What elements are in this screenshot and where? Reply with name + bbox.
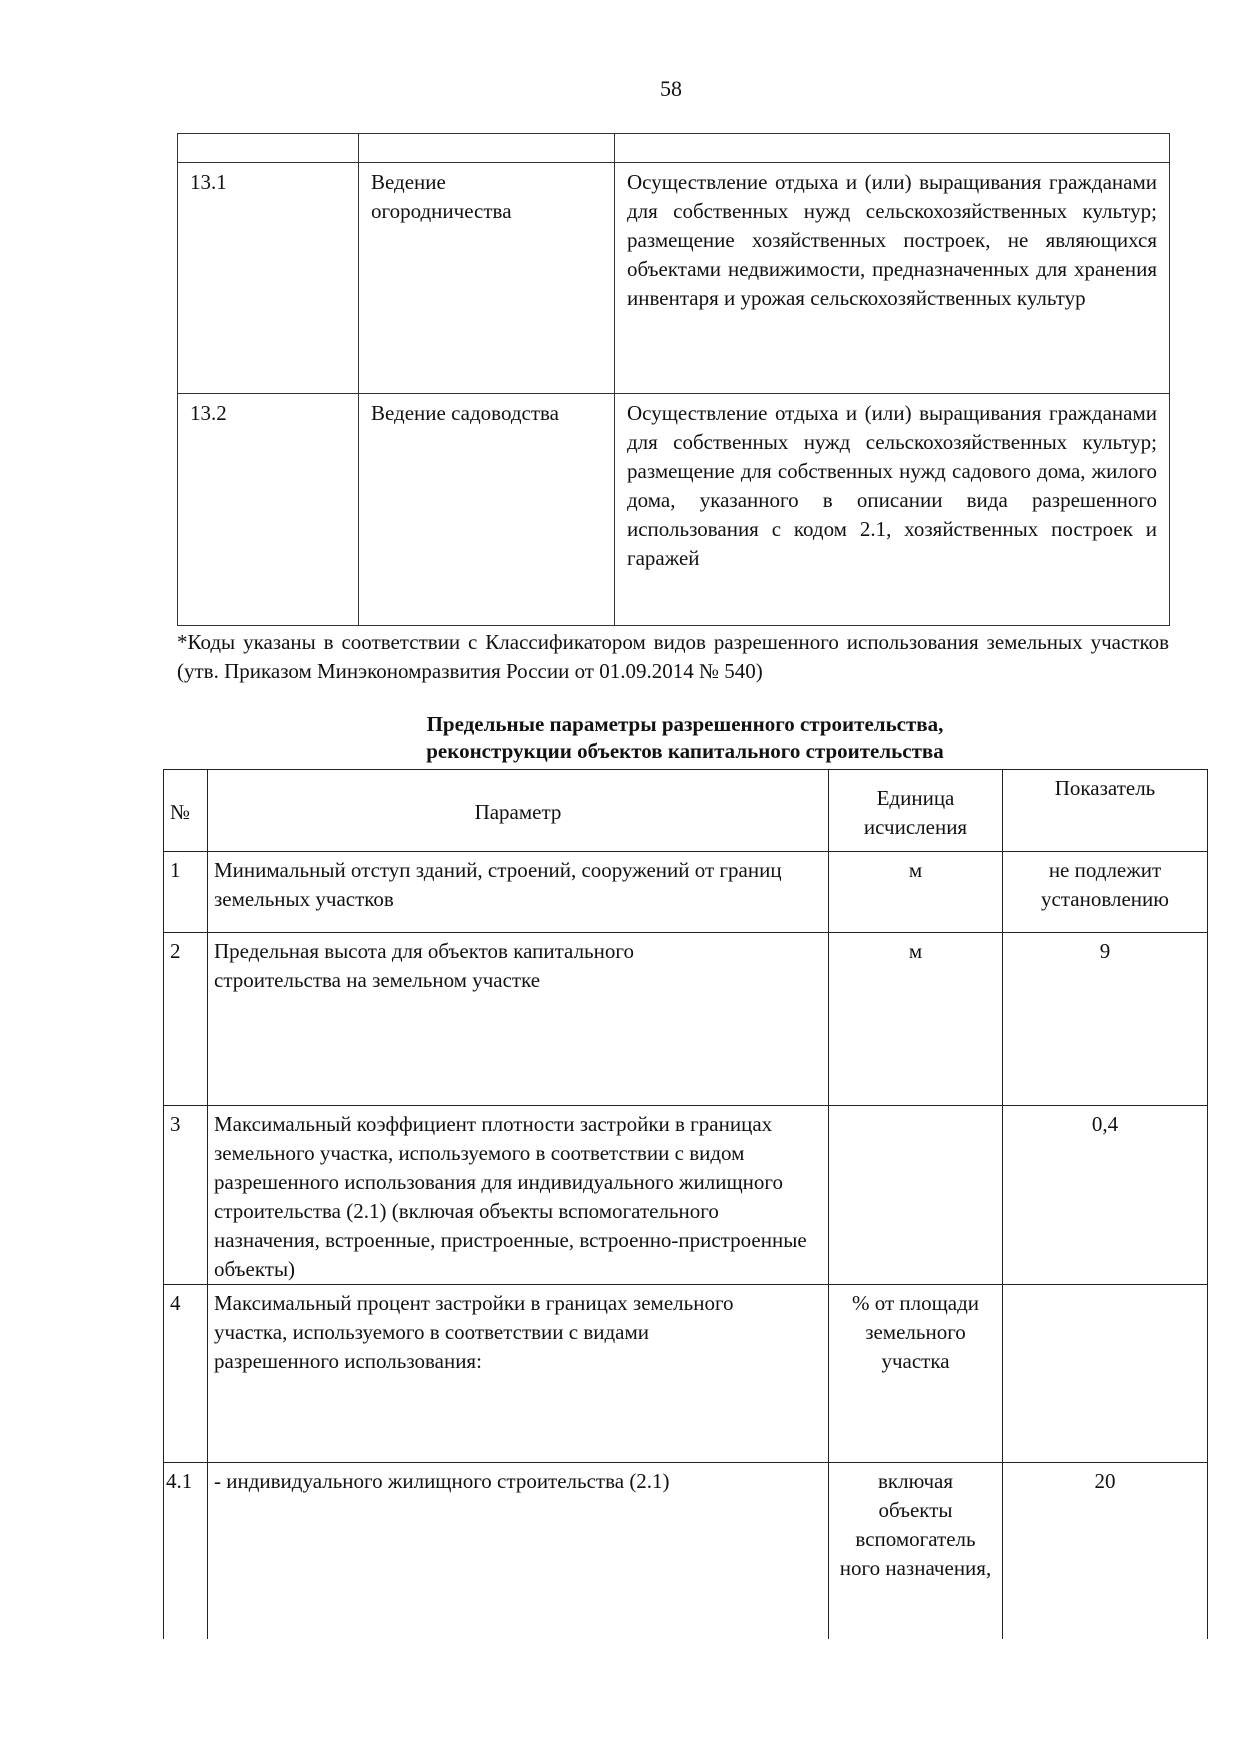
name-cell [359, 134, 615, 163]
row-value: 0,4 [1003, 1106, 1208, 1285]
header-unit: Единица исчисления [829, 770, 1003, 852]
row-num: 4.1 [164, 1463, 208, 1639]
description-cell: Осуществление отдыха и (или) выращивания гражданами для собственных нужд сельскохозяйственных культур; размещение для собственных нужд садового дома, жилого дома, указанного в описании вида разрешенного использования с кодом 2.1, хозяйственных построек и гаражей [615, 394, 1170, 626]
page-number: 58 [660, 76, 682, 101]
row-value [1003, 1285, 1208, 1463]
row-num: 1 [164, 852, 208, 933]
section-title-line-1: Предельные параметры разрешенного строительства, [426, 712, 944, 736]
row-unit: м [829, 933, 1003, 1106]
header-num: № [164, 770, 208, 852]
row-param: Максимальный коэффициент плотности застройки в границах земельного участка, используемого в соответствии с видом разрешенного использования для индивидуального жилищного строительства (2.1) (включая объекты вспомогательного назначения, встроенные, пристроенные, встроенно-пристроенные объекты) [208, 1106, 829, 1285]
name-cell: Ведение огородничества [359, 163, 615, 394]
row-param: Минимальный отступ зданий, строений, сооружений от границ земельных участков [208, 852, 829, 933]
name-cell: Ведение садоводства [359, 394, 615, 626]
row-num: 3 [164, 1106, 208, 1285]
row-value: не подлежит установлению [1003, 852, 1208, 933]
row-param: - индивидуального жилищного строительства (2.1) [208, 1463, 829, 1639]
description-cell: Осуществление отдыха и (или) выращивания гражданами для собственных нужд сельскохозяйственных культур; размещение хозяйственных построек, не являющихся объектами недвижимости, предназначенных для хранения инвентаря и урожая сельскохозяйственных культур [615, 163, 1170, 394]
section-title [163, 711, 1207, 765]
table-row [178, 163, 1170, 394]
table-header-row [164, 770, 1208, 852]
row-value: 20 [1003, 1463, 1208, 1639]
table-row [164, 1106, 1208, 1285]
header-value: Показатель [1003, 770, 1208, 852]
code-cell: 13.1 [178, 163, 359, 394]
code-cell: 13.2 [178, 394, 359, 626]
table-row [178, 134, 1170, 163]
code-cell [178, 134, 359, 163]
table-row [164, 933, 1208, 1106]
header-param: Параметр [208, 770, 829, 852]
table-row [164, 852, 1208, 933]
row-param: Максимальный процент застройки в границах земельного участка, используемого в соответствии с видами разрешенного использования: [208, 1285, 829, 1463]
table-row [178, 394, 1170, 626]
table-row [164, 1463, 1208, 1639]
row-param: Предельная высота для объектов капитального строительства на земельном участке [208, 933, 829, 1106]
row-value: 9 [1003, 933, 1208, 1106]
row-unit [829, 1106, 1003, 1285]
row-unit: м [829, 852, 1003, 933]
description-cell [615, 134, 1170, 163]
parameters-table [163, 769, 1208, 1639]
row-num: 4 [164, 1285, 208, 1463]
row-num: 2 [164, 933, 208, 1106]
row-unit: % от площади земельного участка [829, 1285, 1003, 1463]
section-title-line-2: реконструкции объектов капитального строительства [426, 739, 944, 763]
land-use-table [177, 133, 1170, 626]
footnote: *Коды указаны в соответствии с Классификатором видов разрешенного использования земельных участков (утв. Приказом Минэкономразвития России от 01.09.2014 № 540) [177, 630, 1169, 683]
row-unit: включая объекты вспомогатель ного назначения, [829, 1463, 1003, 1639]
table-row [164, 1285, 1208, 1463]
